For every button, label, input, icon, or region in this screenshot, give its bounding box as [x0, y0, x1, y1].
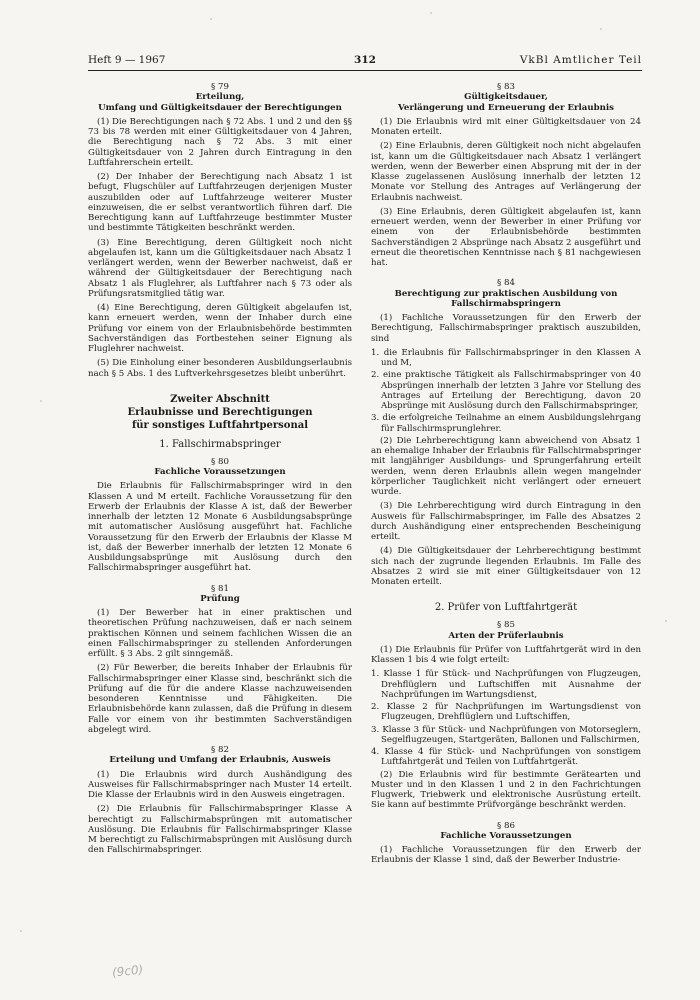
paper-speckle	[430, 12, 432, 14]
paper-speckle	[600, 28, 602, 30]
paragraph: (4) Eine Berechtigung, deren Gültigkeit abgelaufen ist, kann erneuert werden, wenn der Inhaber durch eine Prüfung vor einem von der Erlaubnisbehörde bestimmten Sachverständigen das Fortbestehen seiner Eignung als Fluglehrer nachweist.	[88, 303, 352, 354]
paragraph: (2) Für Bewerber, die bereits Inhaber der Erlaubnis für Fallschirmabspringer einer Klasse sind, beschränkt sich die Prüfung auf die für die andere Klasse nachzuweisenden besonderen Kenntnisse und Fähigkeiten. Die Erlaubnisbehörde kann zulassen, daß die Prüfung in diesem Falle vor einem von ihr bestimmten Sachverständigen abgelegt wird.	[88, 663, 352, 735]
section-title: Fallschirmabspringern	[451, 298, 561, 309]
paper-speckle	[40, 400, 42, 402]
paper-speckle	[210, 18, 212, 20]
chapter-heading: Zweiter Abschnitt	[170, 393, 270, 405]
paragraph: (1) Die Erlaubnis für Prüfer von Luftfahrtgerät wird in den Klassen 1 bis 4 wie folgt erteilt:	[371, 644, 641, 665]
paper-speckle	[665, 620, 667, 622]
section-title: Umfang und Gültigkeitsdauer der Berechtigungen	[98, 102, 342, 113]
paragraph: (1) Die Erlaubnis wird mit einer Gültigkeitsdauer von 24 Monaten erteilt.	[371, 116, 641, 137]
section-title: Prüfung	[200, 593, 240, 604]
chapter-heading: für sonstiges Luftfahrtpersonal	[131, 419, 309, 431]
paper-speckle	[20, 930, 22, 932]
paragraph: (3) Die Lehrberechtigung wird durch Eintragung in den Ausweis für Fallschirmabspringer, im Falle des Absatzes 2 durch Aushändigung einer entsprechenden Bescheinigung erteilt.	[371, 501, 641, 542]
section-number: § 81	[211, 583, 229, 594]
paragraph: (2) Die Lehrberechtigung kann abweichend von Absatz 1 an ehemalige Inhaber der Erlaubnis für Fallschirmabspringer mit langjähriger Ausbildungs- und Sprungerfahrung erteilt werden, wenn deren Erlaubnis allein wegen mangelnder körperlicher Tauglichkeit nicht verlängert oder erneuert wurde.	[371, 435, 641, 497]
list-item: 2. Klasse 2 für Nachprüfungen im Wartungsdienst von Flugzeugen, Drehflüglern und Luftschiffen,	[371, 702, 641, 723]
paragraph: (1) Der Bewerber hat in einer praktischen und theoretischen Prüfung nachzuweisen, daß er nach seinem praktischen Können und seinem fachlichen Wissen die an einen Fallschirmabspringer zu stellenden Anforderungen erfüllt. § 3 Abs. 2 gilt sinngemäß.	[88, 608, 352, 659]
section-number: § 86	[497, 820, 515, 831]
paragraph: (4) Die Gültigkeitsdauer der Lehrberechtigung bestimmt sich nach der zugrunde liegenden Erlaubnis. Im Falle des Absatzes 2 wird sie mit einer Gültigkeitsdauer von 12 Monaten erteilt.	[371, 546, 641, 587]
paragraph: (1) Fachliche Voraussetzungen für den Erwerb der Erlaubnis der Klasse 1 sind, daß der Bewerber Industrie-	[371, 845, 641, 866]
list-item: 3. die erfolgreiche Teilnahme an einem Ausbildungslehrgang für Fallschirmsprunglehrer.	[371, 413, 641, 434]
paragraph: (5) Die Einholung einer besonderen Ausbildungserlaubnis nach § 5 Abs. 1 des Luftverkehrsgesetzes bleibt unberührt.	[88, 358, 352, 379]
paragraph: (3) Eine Berechtigung, deren Gültigkeit noch nicht abgelaufen ist, kann um die Gültigkeitsdauer nach Absatz 1 verlängert werden, wenn der Bewerber nachweist, daß er während der Gültigkeitsdauer der Berechtigung nach Absatz 1 als Fluglehrer, als Luftfahrer nach § 73 oder als Prüfungsratsmitglied tätig war.	[88, 237, 352, 299]
section-title: Verlängerung und Erneuerung der Erlaubnis	[397, 102, 614, 113]
page-header	[88, 54, 642, 71]
paragraph: (2) Die Erlaubnis wird für bestimmte Gerätearten und Muster und in den Klassen 1 und 2 in den Fachrichtungen Flugwerk, Triebwerk und elektronische Ausrüstung erteilt. Sie kann auf bestimmte Prüfvorgänge beschränkt werden.	[371, 769, 641, 811]
page-number: 312	[354, 54, 376, 66]
paragraph: (2) Die Erlaubnis für Fallschirmabspringer Klasse A berechtigt zu Fallschirmabsprüngen mit automatischer Auslösung. Die Erlaubnis für Fallschirmabspringer Klasse M berechtigt zu Fallschirmabsprüngen mit Auslösung durch den Fallschirmabspringer.	[88, 804, 352, 856]
section-title: Berechtigung zur praktischen Ausbildung von	[394, 288, 618, 299]
list-item: 1. Klasse 1 für Stück- und Nachprüfungen von Flugzeugen, Drehflüglern und Luftschiffen mit Ausnahme der Nachprüfungen im Wartungsdienst,	[371, 669, 641, 700]
list-item: 3. Klasse 3 für Stück- und Nachprüfungen von Motorseglern, Segelflugzeugen, Startgeräten, Ballonen und Fallschirmen,	[371, 724, 641, 745]
section-title: Fachliche Voraussetzungen	[154, 467, 286, 477]
section-number: § 79	[211, 82, 229, 92]
right-column	[371, 82, 641, 870]
section-title: Gültigkeitsdauer,	[464, 92, 548, 103]
journal-title: VkBl Amtlicher Teil	[519, 54, 642, 66]
section-number: § 80	[211, 456, 229, 467]
section-title: Erteilung,	[195, 92, 245, 103]
section-number: § 83	[497, 82, 515, 92]
paragraph: Die Erlaubnis für Fallschirmabspringer wird in den Klassen A und M erteilt. Fachliche Voraussetzung für den Erwerb der Erlaubnis der Klasse A ist, daß der Bewerber innerhalb der letzten 12 Monate 6 Ausbildungsabsprünge mit automatischer Auslösung ausgeführt hat. Fachliche Voraussetzung für den Erwerb der Erlaubnis der Klasse M ist, daß der Bewerber innerhalb der letzten 12 Monate 6 Ausbildungsabsprünge mit Auslösung durch den Fallschirmabspringer ausgeführt hat.	[88, 481, 352, 574]
section-title: Erteilung und Umfang der Erlaubnis, Ausweis	[109, 755, 331, 766]
section-number: § 82	[211, 745, 229, 755]
section-number: § 84	[497, 278, 515, 289]
issue-label: Heft 9 — 1967	[88, 54, 166, 66]
paragraph: (2) Der Inhaber der Berechtigung nach Absatz 1 ist befugt, Flugschüler auf Luftfahrzeugen derjenigen Muster auszubilden oder auf Luftfahrzeuge weiterer Muster einzuweisen, die er selbst verantwortlich führen darf. Die Berechtigung kann auf Luftfahrzeuge bestimmter Muster und bestimmte Tätigkeiten beschränkt werden.	[88, 172, 352, 234]
chapter-heading: Erlaubnisse und Berechtigungen	[127, 406, 313, 418]
list-item: 1. die Erlaubnis für Fallschirmabspringer in den Klassen A und M,	[371, 347, 641, 368]
paragraph: (3) Eine Erlaubnis, deren Gültigkeit abgelaufen ist, kann erneuert werden, wenn der Bewerber in einer Prüfung vor einem von der Erlaubnisbehörde bestimmten Sachverständigen 2 Absprünge nach Absatz 2 ausgeführt und erneut die theoretischen Kenntnisse nach § 81 nachgewiesen hat.	[371, 206, 642, 268]
paragraph: (1) Die Erlaubnis wird durch Aushändigung des Ausweises für Fallschirmabspringer nach Muster 14 erteilt. Die Klasse der Erlaubnis wird in den Ausweis eingetragen.	[88, 769, 352, 800]
handwritten-stamp: (9c0)	[111, 962, 144, 980]
paragraph: (2) Eine Erlaubnis, deren Gültigkeit noch nicht abgelaufen ist, kann um die Gültigkeitsdauer nach Absatz 1 verlängert werden, wenn der Bewerber einen Absprung mit der in der Klasse zugelassenen Auslösung innerhalb der letzten 12 Monate vor Stellung des Antrages auf Verlängerung der Erlaubnis nachweist.	[371, 141, 641, 203]
left-column	[88, 82, 352, 860]
section-number: § 85	[497, 620, 515, 631]
list-item: 4. Klasse 4 für Stück- und Nachprüfungen von sonstigem Luftfahrtgerät und Teilen von Luftfahrtgerät.	[371, 747, 641, 768]
paragraph: (1) Fachliche Voraussetzungen für den Erwerb der Berechtigung, Fallschirmabspringer praktisch auszubilden, sind	[371, 313, 641, 344]
subchapter-heading: 1. Fallschirmabspringer	[159, 438, 281, 450]
paragraph: (1) Die Berechtigungen nach § 72 Abs. 1 und 2 und den §§ 73 bis 78 werden mit einer Gültigkeitsdauer von 4 Jahren, die Berechtigung nach § 72 Abs. 3 mit einer Gültigkeitsdauer von 2 Jahren durch Eintragung in den Luftfahrerschein erteilt.	[88, 116, 352, 168]
list-item: 2. eine praktische Tätigkeit als Fallschirmabspringer von 40 Absprüngen innerhalb der letzten 3 Jahre vor Stellung des Antrages auf Erteilung der Berechtigung, davon 20 Absprünge mit Auslösung durch den Fallschirmabspringer,	[371, 370, 641, 411]
section-title: Fachliche Voraussetzungen	[440, 830, 572, 841]
subchapter-heading: 2. Prüfer von Luftfahrtgerät	[434, 602, 578, 614]
section-title: Arten der Prüferlaubnis	[448, 630, 564, 641]
